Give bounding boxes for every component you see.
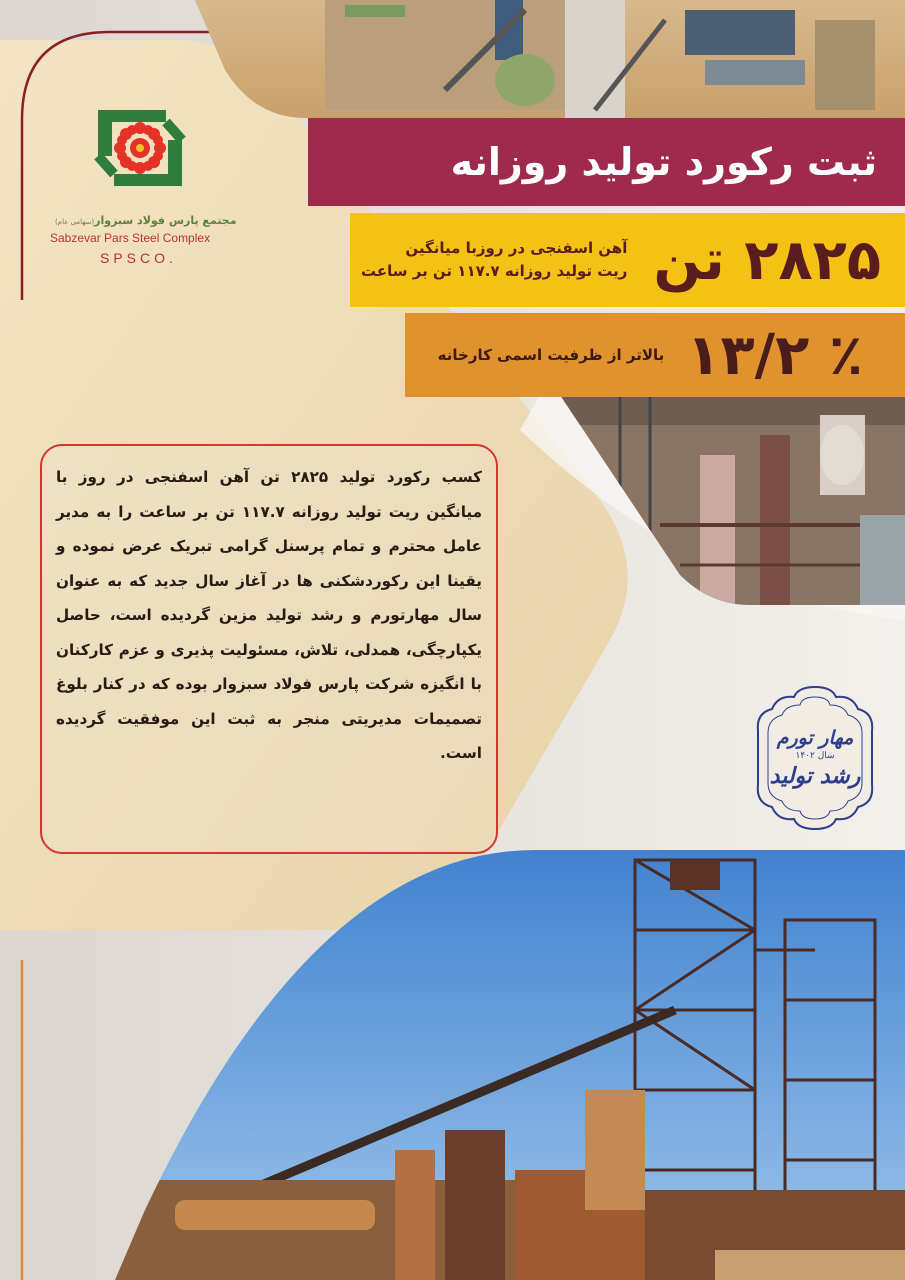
headline: ثبت رکورد تولید روزانه	[450, 140, 877, 184]
capacity-text: بالاتر از ظرفیت اسمی کارخانه	[437, 346, 665, 364]
daily-production-banner	[350, 213, 905, 307]
daily-production-value: ۲۸۲۵ تن	[653, 227, 881, 293]
capacity-value: ٪ ۱۳/۲	[686, 322, 863, 388]
year-slogan-badge	[752, 683, 878, 833]
daily-production-desc	[361, 237, 627, 284]
announcement-box	[40, 444, 498, 854]
brand-name-en: Sabzevar Pars Steel Complex	[50, 231, 211, 245]
spsco-logo-icon	[84, 92, 196, 204]
badge-text	[752, 683, 878, 833]
badge-line3: رشد تولید	[769, 763, 861, 789]
daily-production-line2: ریت تولید روزانه ۱۱۷.۷ تن بر ساعت	[361, 262, 628, 280]
middle-plant-photo	[560, 395, 905, 610]
brand-name-fa: مجتمع پارس فولاد سبزوار(سهامی عام)	[55, 214, 237, 227]
badge-line2: سال ۱۴۰۲	[795, 751, 835, 761]
top-plant-photo	[195, 0, 905, 130]
daily-production-line1: آهن اسفنجی در روزبا میانگین	[405, 238, 628, 257]
brand-abbr: SPSCO.	[100, 250, 177, 266]
capacity-banner	[405, 313, 905, 397]
announcement-text: کسب رکورد تولید ۲۸۲۵ تن آهن اسفنجی در روز با میانگین ریت تولید روزانه ۱۱۷.۷ تن بر ساعت را به مدیر عامل محترم و تمام پرسنل گرامی تبریک عرض نموده و یقینا این رکوردشکنی ها در آغاز سال جدید که به عنوان سال مهارتورم و رشد تولید مزین گردیده است، حاصل یکپارچگی، همدلی، تلاش، مسئولیت پذیری و عزم کارکنان با انگیزه شرکت پارس فولاد سبزوار بوده که در کنار بلوغ تصمیمات مدیریتی منجر به ثبت این موفقیت گردیده است.	[56, 468, 483, 762]
badge-line1: مهار تورم	[776, 727, 854, 749]
headline-banner	[308, 118, 905, 206]
bottom-plant-photo	[115, 830, 905, 1280]
